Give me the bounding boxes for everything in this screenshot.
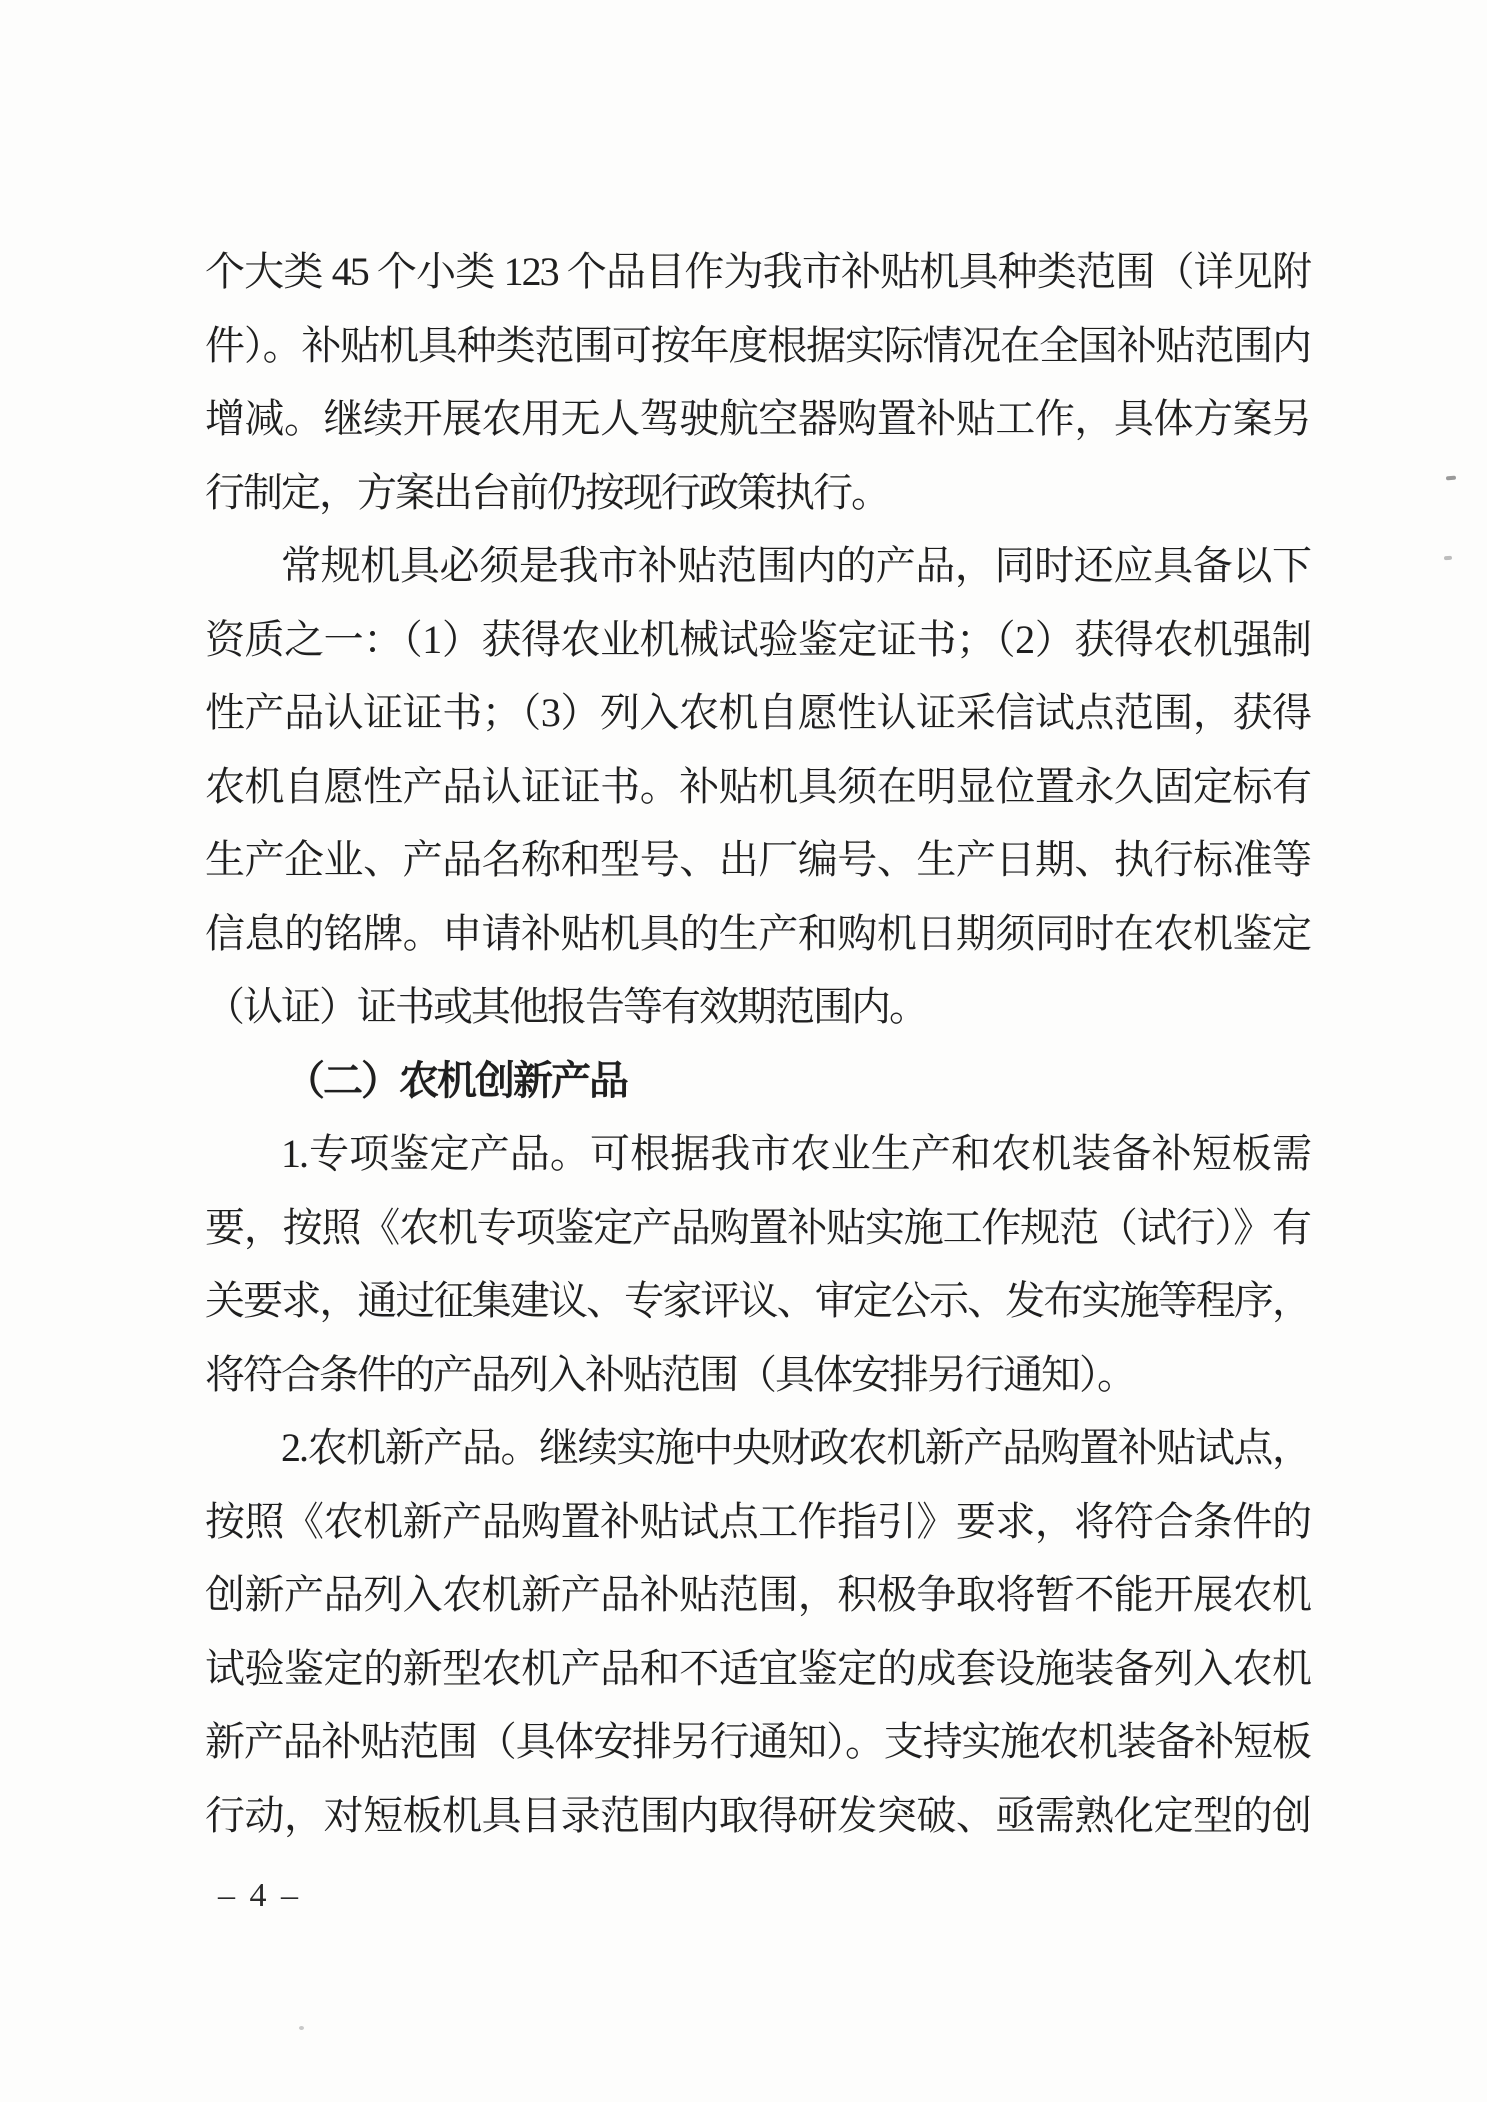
document-line: 试验鉴定的新型农机产品和不适宜鉴定的成套设施装备列入农机 [205,1645,1310,1691]
scan-artifact [1446,476,1456,481]
document-line: 行动，对短板机具目录范围内取得研发突破、亟需熟化定型的创 [205,1792,1310,1838]
document-line: 件）。补贴机具种类范围可按年度根据实际情况在全国补贴范围内 [205,322,1310,368]
document-line: 常规机具必须是我市补贴范围内的产品，同时还应具备以下 [281,543,1310,588]
body-text-column [205,235,1310,1852]
scan-artifact [1444,556,1452,560]
document-line: 将符合条件的产品列入补贴范围（具体安排另行通知）。 [205,1351,1135,1397]
document-line: 要，按照《农机专项鉴定产品购置补贴实施工作规范（试行）》有 [205,1204,1310,1250]
page-number: – 4 – [218,1877,301,1914]
document-line: 关要求，通过征集建议、专家评议、审定公示、发布实施等程序， [205,1278,1310,1323]
document-line: 信息的铭牌。申请补贴机具的生产和购机日期须同时在农机鉴定 [205,910,1310,956]
document-line: （认证）证书或其他报告等有效期范围内。 [205,984,927,1029]
section-heading: （二）农机创新产品 [285,1057,627,1103]
document-line: 2.农机新产品。继续实施中央财政农机新产品购置补贴试点， [281,1425,1310,1470]
document-line: 生产企业、产品名称和型号、出厂编号、生产日期、执行标准等 [205,837,1310,882]
document-line: 新产品补贴范围（具体安排另行通知）。支持实施农机装备补短板 [205,1719,1310,1764]
document-line: 个大类 45 个小类 123 个品目作为我市补贴机具种类范围（详见附 [205,249,1310,294]
document-line: 按照《农机新产品购置补贴试点工作指引》要求，将符合条件的 [205,1498,1310,1544]
document-line: 1.专项鉴定产品。可根据我市农业生产和农机装备补短板需 [281,1131,1310,1176]
document-line: 增减。继续开展农用无人驾驶航空器购置补贴工作，具体方案另 [205,396,1310,441]
document-line: 农机自愿性产品认证证书。补贴机具须在明显位置永久固定标有 [205,763,1310,809]
scan-artifact [299,2026,304,2030]
document-line: 行制定，方案出台前仍按现行政策执行。 [205,469,889,515]
document-line: 性产品认证证书；（3）列入农机自愿性认证采信试点范围，获得 [205,690,1310,735]
document-line: 创新产品列入农机新产品补贴范围，积极争取将暂不能开展农机 [205,1572,1310,1617]
document-line: 资质之一：（1）获得农业机械试验鉴定证书；（2）获得农机强制 [205,616,1310,662]
